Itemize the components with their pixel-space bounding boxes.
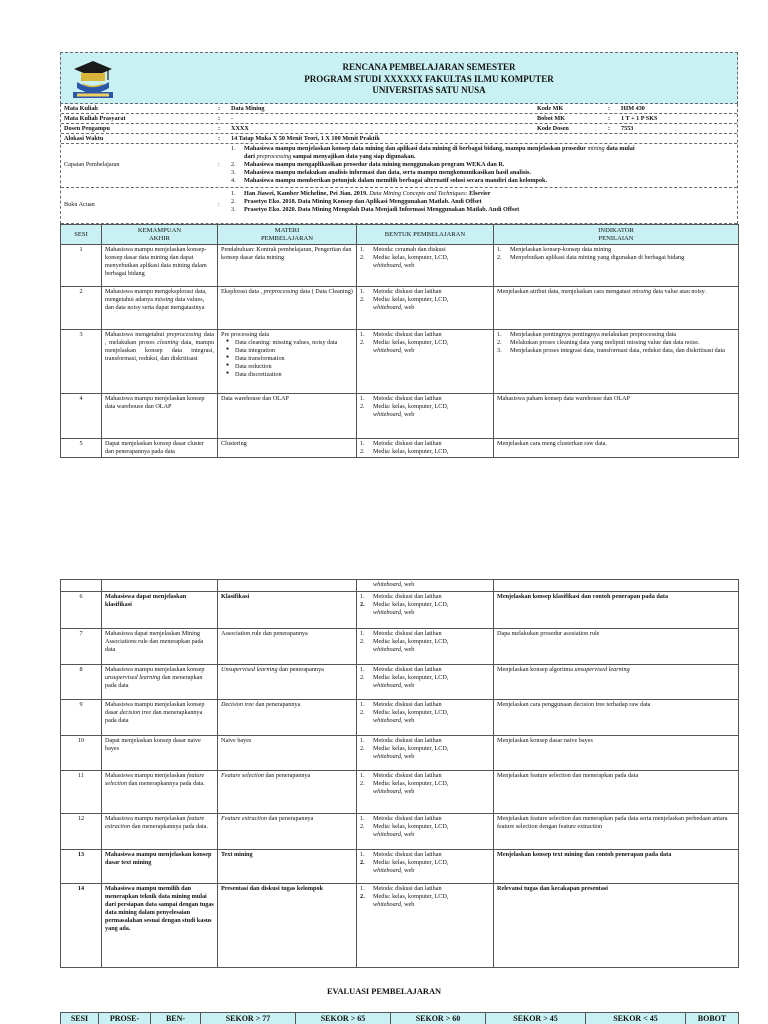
cell-indikator xyxy=(494,580,739,592)
cell-sesi: 2 xyxy=(61,287,102,330)
rps-header xyxy=(60,52,738,104)
evaluasi-header: PROSE- xyxy=(99,1013,151,1024)
cell-sesi: 7 xyxy=(61,629,102,665)
info-value: 1 T + 1 P SKS xyxy=(621,115,658,122)
cell-bentuk: 1. Metoda: diskusi dan latihan 2. Media: kelas, komputer, LCD, whiteboard, web xyxy=(357,287,494,330)
capaian-item: 3. Mahasiswa mampu melakukan analisis informasi dan data, serta mampu mengkomunikasikan hasil analisis. xyxy=(231,168,531,176)
info-label: Dosen Pengampu xyxy=(64,125,110,132)
table-row xyxy=(61,884,739,968)
document-title xyxy=(181,62,677,97)
info-value: 7553 xyxy=(621,125,634,132)
cell-kemampuan: Mahasiswa mampu menjelaskan konsep data warehouse dan OLAP xyxy=(102,394,218,439)
cell-bentuk: 1. Metoda: diskusi dan latihan 2. Media: kelas, komputer, LCD, xyxy=(357,439,494,458)
cell-sesi: 8 xyxy=(61,665,102,700)
cell-indikator: Menjelaskan feature selection dan menerapkan pada data xyxy=(494,771,739,814)
cell-indikator: Menjelaskan cara penggunaan decision tree terhadap raw data xyxy=(494,700,739,736)
cell-sesi: 3 xyxy=(61,330,102,394)
cell-kemampuan: Mahasiswa mampu mengeksplorasi data, mengetahui adanya missing data values, dan data noisy serta dapat mengatasinya xyxy=(102,287,218,330)
cell-sesi: 4 xyxy=(61,394,102,439)
cell-materi: Clustering xyxy=(218,439,357,458)
evaluasi-header: BEN- xyxy=(151,1013,201,1024)
cell-sesi: 13 xyxy=(61,850,102,884)
cell-sesi: 5 xyxy=(61,439,102,458)
info-colon: : xyxy=(218,105,221,112)
university-logo xyxy=(67,58,119,100)
evaluasi-header: SEKOR > 60 xyxy=(391,1013,486,1024)
cell-sesi: 14 xyxy=(61,884,102,968)
buku-item: 3. Prasetyo Eko. 2020. Data Mining Mengolah Data Menjadi Informasi Menggunakan Matlab. Andi Offset xyxy=(231,205,520,213)
cell-materi: Eksplorasi data , preprocessing data ( Data Cleaning) xyxy=(218,287,357,330)
table-row xyxy=(61,850,739,884)
cell-bentuk: 1. Metoda: ceramah dan diskusi 2. Media: kelas, komputer, LCD, whiteboard, web xyxy=(357,245,494,287)
title-line-3: UNIVERSITAS SATU NUSA xyxy=(372,85,486,96)
cell-materi: Pendahuluan: Kontrak pembelajaran, Pengertian dan konsep dasar data mining xyxy=(218,245,357,287)
evaluasi-header-row xyxy=(61,1013,739,1024)
cell-materi: Unsupervised learning dan penerapannya xyxy=(218,665,357,700)
info-row-prasyarat xyxy=(61,114,737,124)
cell-bentuk: 1. Metoda: diskusi dan latihan 2. Media: kelas, komputer, LCD, whiteboard, web xyxy=(357,394,494,439)
cell-kemampuan: Mahasiswa mampu menjelaskan konsep dasar decision tree dan menerapkannya pada data xyxy=(102,700,218,736)
cell-bentuk: 1. Metoda: diskusi dan latihan 2. Media: kelas, komputer, LCD, whiteboard, web xyxy=(357,592,494,629)
capaian-item: 1. Mahasiswa mampu menjelaskan konsep data mining dan aplikasi data mining di berbagai bidang, mampu menjelaskan prosedur mining data mulai xyxy=(231,145,635,152)
cell-indikator: Menjelaskan cara meng clusterkan raw data. xyxy=(494,439,739,458)
info-label: Capaian Pembelajaran xyxy=(64,161,120,168)
cell-sesi xyxy=(61,580,102,592)
table-row xyxy=(61,330,739,394)
cell-indikator: 1. Menjelaskan konsep-konsep data mining 2. Menyebutkan aplikasi data mining yang digunakan di berbagai bidang xyxy=(494,245,739,287)
info-value: HIM 430 xyxy=(621,105,645,112)
info-label: Mata Kuliah xyxy=(64,105,98,112)
info-label: Buku Acuan xyxy=(64,201,95,208)
info-row-capaian xyxy=(61,144,737,188)
info-colon: : xyxy=(608,105,611,112)
cell-materi: Association rule dan penerapannya xyxy=(218,629,357,665)
table-row xyxy=(61,771,739,814)
materi-subitems: ● Data cleaning: missing values, noisy data ● Data integration ● Data transformation ● Data reduction ● Data discretization xyxy=(221,339,353,379)
cell-indikator: Relevansi tugas dan kecakapan presentasi xyxy=(494,884,739,968)
evaluasi-header: SEKOR > 45 xyxy=(486,1013,586,1024)
cell-kemampuan: Mahasiswa mampu memilih dan menerapkan teknik data mining mulai dari persiapan data sampai dengan tugas data mining dalam penyelesaian permasalahan sesuai dengan studi kasus yang ada. xyxy=(102,884,218,968)
rps-table-part-2 xyxy=(60,579,739,968)
table-row xyxy=(61,439,739,458)
table-row xyxy=(61,665,739,700)
cell-bentuk: 1. Metoda: diskusi dan latihan 2. Media: kelas, komputer, LCD, whiteboard, web xyxy=(357,736,494,771)
info-colon: : xyxy=(218,135,221,142)
info-row-buku xyxy=(61,188,737,224)
table-row xyxy=(61,814,739,850)
info-value: Data Mining xyxy=(231,105,265,112)
cell-indikator: Dapa melakukan prosedur asosiation rule xyxy=(494,629,739,665)
table-row xyxy=(61,394,739,439)
cell-kemampuan: Mahasiswa mampu menjelaskan konsep-konsep dasar data mining dan dapat menyebutkan aplikasi data mining dalam berbagai bidang xyxy=(102,245,218,287)
cell-bentuk: 1. Metoda: diskusi dan latihan 2. Media: kelas, komputer, LCD, whiteboard, web xyxy=(357,665,494,700)
cell-materi: Data warehouse dan OLAP xyxy=(218,394,357,439)
info-value: - xyxy=(231,115,234,122)
evaluasi-table xyxy=(60,1012,739,1024)
cell-bentuk: 1. Metoda: diskusi dan latihan 2. Media: kelas, komputer, LCD, whiteboard, web xyxy=(357,814,494,850)
title-line-1: RENCANA PEMBELAJARAN SEMESTER xyxy=(342,62,516,72)
info-colon: : xyxy=(218,201,220,208)
cell-materi: Klasifikasi xyxy=(218,592,357,629)
cell-indikator: Menjelaskan konsep text mining dan contoh penerapan pada data xyxy=(494,850,739,884)
cell-kemampuan: Mahasiswa dapat menjelaskan klasifikasi xyxy=(102,592,218,629)
cell-bentuk: whiteboard, web xyxy=(357,580,494,592)
info-row-alokasi xyxy=(61,134,737,144)
cell-kemampuan: Mahasiswa mampu menjelaskan konsep unsupervised learning dan menerapkan pada data xyxy=(102,665,218,700)
cell-sesi: 1 xyxy=(61,245,102,287)
evaluasi-header: SESI xyxy=(61,1013,99,1024)
cell-indikator: Menjelaskan konsep algoritma unsupervised learning xyxy=(494,665,739,700)
info-label: Mata Kuliah Prasyarat xyxy=(64,115,126,122)
cell-materi: Presentasi dan diskusi tugas kelompok xyxy=(218,884,357,968)
evaluasi-header: SEKOR < 45 xyxy=(586,1013,686,1024)
cell-bentuk: 1. Metoda: diskusi dan latihan 2. Media: kelas, komputer, LCD, whiteboard, web xyxy=(357,700,494,736)
info-colon: : xyxy=(218,125,221,132)
cell-sesi: 10 xyxy=(61,736,102,771)
cell-kemampuan xyxy=(102,580,218,592)
cell-materi xyxy=(218,580,357,592)
cell-kemampuan: Dapat menjelaskan konsep dasar cluster dan penerapannya pada data xyxy=(102,439,218,458)
header-materi: MATERI PEMBELAJARAN xyxy=(218,225,357,245)
cell-kemampuan: Mahasiswa dapat menjelaskan Mining Associations rule dan menerapkan pada data xyxy=(102,629,218,665)
cell-bentuk: 1. Metoda: diskusi dan latihan 2. Media: kelas, komputer, LCD, whiteboard, web xyxy=(357,850,494,884)
header-bentuk: BENTUK PEMBELAJARAN xyxy=(357,225,494,245)
rps-table-part-1 xyxy=(60,224,739,458)
cell-sesi: 11 xyxy=(61,771,102,814)
table-row xyxy=(61,287,739,330)
info-colon: : xyxy=(608,115,611,122)
cell-materi: Decision tree dan penerapannya xyxy=(218,700,357,736)
info-value: 14 Tatap Muka X 50 Menit Teori, 1 X 100 Menit Praktik xyxy=(231,135,380,142)
title-line-2: PROGRAM STUDI XXXXXX FAKULTAS ILMU KOMPUTER xyxy=(304,73,554,84)
info-label: Alokasi Waktu xyxy=(64,135,104,142)
header-indikator: INDIKATOR PENILAIAN xyxy=(494,225,739,245)
buku-item: 2. Prasetyo Eko. 2018. Data Mining Konsep dan Aplikasi Menggunakan Matlab. Andi Offset xyxy=(231,197,482,205)
cell-bentuk: 1. Metoda: diskusi dan latihan 2. Media: kelas, komputer, LCD, whiteboard, web xyxy=(357,884,494,968)
info-colon: : xyxy=(608,125,611,132)
evaluasi-header: BOBOT xyxy=(686,1013,739,1024)
cell-materi: Pre processing data ● Data cleaning: missing values, noisy data ● Data integration ● Data transformation ● Data reduction ● Data discretization xyxy=(218,330,357,394)
cell-indikator: Menjelaskan konsep dasar naive bayes xyxy=(494,736,739,771)
cell-sesi: 12 xyxy=(61,814,102,850)
table-row xyxy=(61,700,739,736)
course-info xyxy=(60,104,738,224)
evaluasi-header: SEKOR > 77 xyxy=(201,1013,296,1024)
cell-indikator: Menjelaskan atribut data, menjelaskan cara mengatasi missing data value atau noisy. xyxy=(494,287,739,330)
capaian-item: 2. Mahasiswa mampu mengaplikasikan prosedur data mining menggunakan program WEKA dan R. xyxy=(231,160,505,168)
cell-bentuk: 1. Metoda: diskusi dan latihan 2. Media: kelas, komputer, LCD, whiteboard, web xyxy=(357,771,494,814)
capaian-item: 4. Mahasiswa mampu memberikan petunjuk dalam memilih berbagai alternatif solusi secara mandiri dan kelompok. xyxy=(231,176,548,184)
cell-indikator: 1. Menjelaskan pentingnya pentingnya melakukan preprocessing data 2. Melakukan proses cleaning data yang meliputi missing value dan data noise. 3. Menjelaskan proses integrasi data, transformasi data, reduksi data, dan diskritisasi data xyxy=(494,330,739,394)
info-colon: : xyxy=(218,115,221,122)
header-sesi: SESI xyxy=(61,225,102,245)
evaluasi-header: SEKOR > 65 xyxy=(296,1013,391,1024)
evaluasi-title: EVALUASI PEMBELAJARAN xyxy=(326,987,442,996)
cell-kemampuan: Mahasiswa mampu menjelaskan feature extraction dan menerapkannya pada data. xyxy=(102,814,218,850)
table-row xyxy=(61,592,739,629)
cell-materi: Text mining xyxy=(218,850,357,884)
buku-list xyxy=(231,190,733,214)
table-row xyxy=(61,736,739,771)
cell-kemampuan: Mahasiswa mengetahui preprocessing data , melakukan proses cleaning data, mampu menjelaskan konsep data integrasi, transformasi, reduksi, dan diskritisasi xyxy=(102,330,218,394)
info-value: XXXX xyxy=(231,125,249,132)
cell-kemampuan: Mahasiswa mampu menjelaskan feature selection dan menerapkannya pada data. xyxy=(102,771,218,814)
info-row-pengampu xyxy=(61,124,737,134)
capaian-item: dari preprocessing sampai menyajikan data yang siap digunakan. xyxy=(244,152,416,160)
table-row xyxy=(61,245,739,287)
cell-indikator: Mahasiswa paham konsep data warehouse dan OLAP xyxy=(494,394,739,439)
cell-bentuk: 1. Metoda: diskusi dan latihan 2. Media: kelas, komputer, LCD, whiteboard, web xyxy=(357,629,494,665)
cell-materi: Feature selection dan penerapannya xyxy=(218,771,357,814)
cell-sesi: 9 xyxy=(61,700,102,736)
info-label: Bobot MK xyxy=(537,115,566,122)
header-kemampuan: KEMAMPUAN AKHIR xyxy=(102,225,218,245)
info-colon: : xyxy=(218,161,220,168)
cell-indikator: Menjelaskan feature selection dan menerapkan pada data serta menjelaskan perbedaan antara feature selection dengan feature extraction xyxy=(494,814,739,850)
table-row-continuation xyxy=(61,580,739,592)
cell-sesi: 6 xyxy=(61,592,102,629)
cell-materi: Naive bayes xyxy=(218,736,357,771)
info-label: Kode MK xyxy=(537,105,564,112)
cell-bentuk: 1. Metoda: diskusi dan latihan 2. Media: kelas, komputer, LCD, whiteboard, web xyxy=(357,330,494,394)
info-label: Kode Dosen xyxy=(537,125,569,132)
cell-materi: Feature extraction dan penerapannya xyxy=(218,814,357,850)
info-row-mata-kuliah xyxy=(61,104,737,114)
capaian-list xyxy=(231,145,733,185)
cell-indikator: Menjelaskan konsep klasifikasi dan contoh penerapan pada data xyxy=(494,592,739,629)
table-header-row xyxy=(61,225,739,245)
cell-kemampuan: Mahasiswa mampu menjelaskan konsep dasar text mining xyxy=(102,850,218,884)
table-row xyxy=(61,629,739,665)
buku-item: 1. Han Jiawei, Kamber Micheline, Pei Jian. 2019. Data Mining Concepts and Techniques: Elsevier xyxy=(231,190,491,197)
cell-kemampuan: Dapat menjelaskan konsep dasar naive bayes xyxy=(102,736,218,771)
